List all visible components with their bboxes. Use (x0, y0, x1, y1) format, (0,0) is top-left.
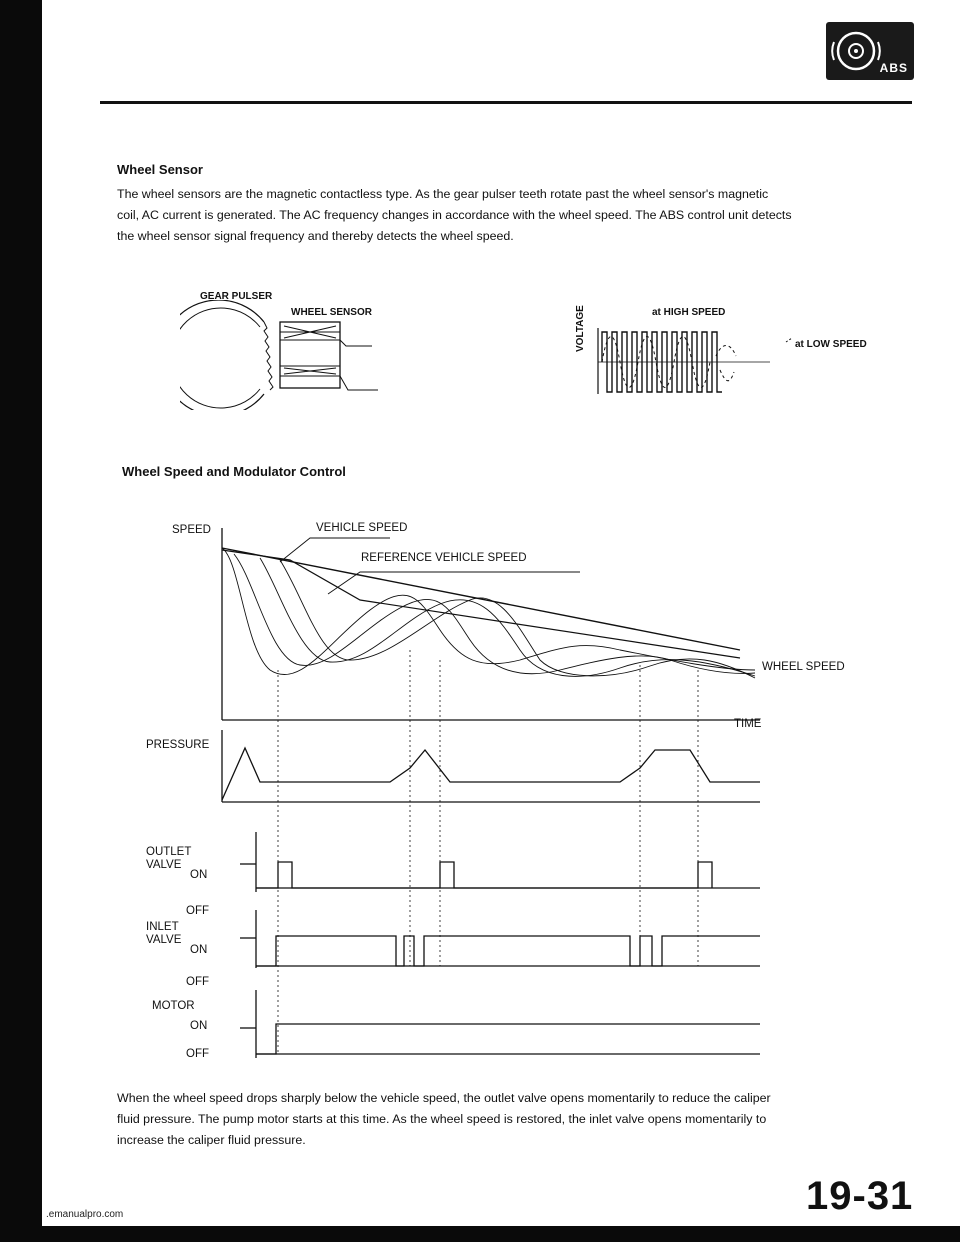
header-rule (100, 101, 912, 104)
inlet-valve-label-2: VALVE (146, 934, 182, 946)
high-speed-label: at HIGH SPEED (652, 307, 726, 318)
voltage-label: VOLTAGE (575, 305, 586, 352)
modulator-heading: Wheel Speed and Modulator Control (122, 464, 346, 479)
outlet-valve-label-2: VALVE (146, 859, 182, 871)
outlet-valve-label-1: OUTLET (146, 846, 192, 858)
outlet-on-label: ON (190, 869, 208, 881)
outlet-off-label: OFF (186, 905, 209, 917)
closing-paragraph (117, 1088, 917, 1151)
motor-label: MOTOR (152, 1000, 195, 1012)
source-url[interactable]: .emanualpro.com (46, 1209, 124, 1220)
abs-badge-text: ABS (879, 61, 908, 75)
wheel-sensor-paragraph (117, 184, 917, 247)
abs-icon (826, 22, 914, 80)
inlet-on-label: ON (190, 944, 208, 956)
wheel-sensor-line-2: coil, AC current is generated. The AC frequency changes in accordance with the wheel speed. The ABS control unit detects (117, 208, 792, 222)
motor-off-label: OFF (186, 1048, 209, 1060)
time-axis-label: TIME (734, 718, 762, 730)
modulator-control-diagram (200, 520, 780, 1080)
low-speed-label: at LOW SPEED (795, 339, 867, 350)
motor-on-label: ON (190, 1020, 208, 1032)
inlet-valve-label-1: INLET (146, 921, 179, 933)
page-number: 19-31 (806, 1174, 914, 1218)
voltage-waveform (590, 322, 800, 402)
speed-axis-label: SPEED (172, 524, 211, 536)
closing-line-1: When the wheel speed drops sharply below the vehicle speed, the outlet valve opens momentarily to reduce the caliper (117, 1091, 771, 1105)
bottom-bar (0, 1226, 960, 1242)
closing-line-2: fluid pressure. The pump motor starts at this time. As the wheel speed is restored, the inlet valve opens momentarily to (117, 1112, 767, 1126)
binding-edge (0, 0, 42, 1242)
pressure-label: PRESSURE (146, 739, 210, 751)
vehicle-speed-label: VEHICLE SPEED (316, 522, 408, 534)
gear-pulser-diagram (180, 300, 440, 410)
wheel-sensor-line-1: The wheel sensors are the magnetic contactless type. As the gear pulser teeth rotate past the wheel sensor's magnetic (117, 187, 769, 201)
wheel-speed-label: WHEEL SPEED (762, 661, 845, 673)
gear-pulser-label: GEAR PULSER (200, 291, 273, 302)
wheel-sensor-heading: Wheel Sensor (117, 162, 203, 177)
wheel-sensor-label: WHEEL SENSOR (291, 307, 372, 318)
wheel-sensor-line-3: the wheel sensor signal frequency and thereby detects the wheel speed. (117, 229, 514, 243)
reference-vehicle-speed-label: REFERENCE VEHICLE SPEED (361, 552, 527, 564)
closing-line-3: increase the caliper fluid pressure. (117, 1133, 306, 1147)
inlet-off-label: OFF (186, 976, 209, 988)
